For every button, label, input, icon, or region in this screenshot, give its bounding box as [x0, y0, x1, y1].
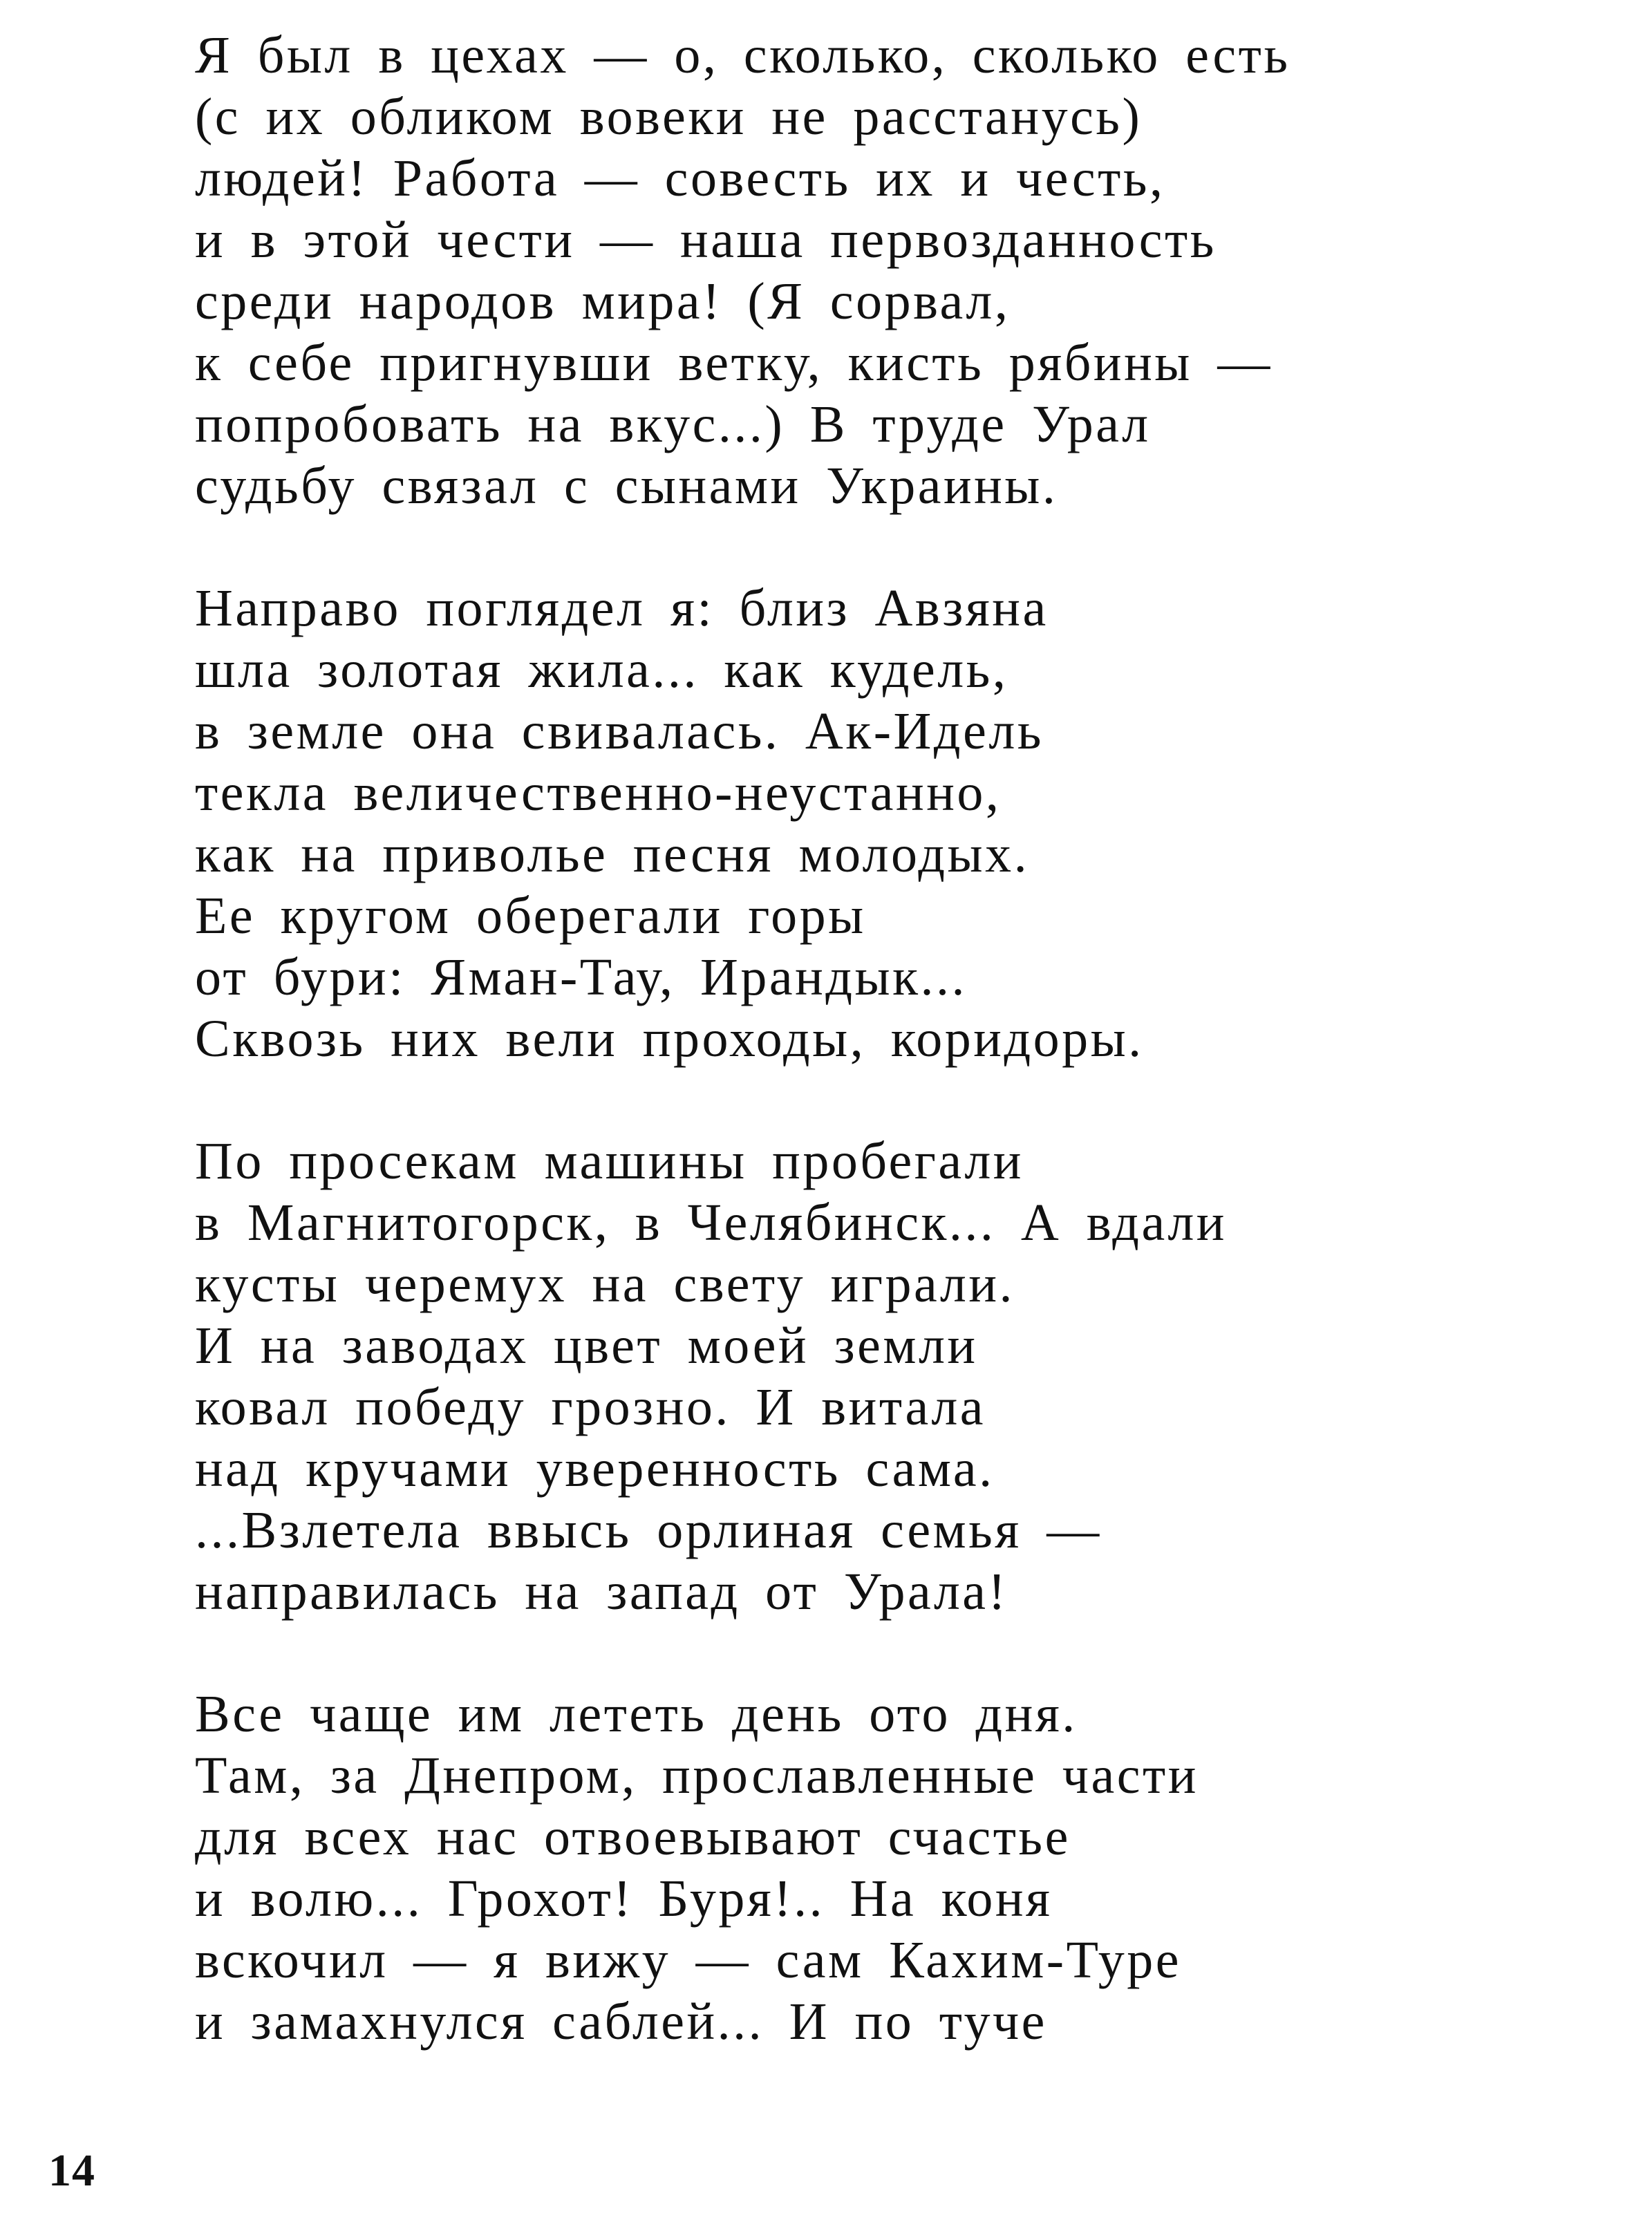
poem-line: судьбу связал с сынами Украины. — [195, 457, 1058, 515]
poem-line: от бури: Яман-Тау, Ирандык... — [195, 948, 967, 1006]
poem-line: ковал победу грозно. И витала — [195, 1378, 986, 1436]
poem-line: Там, за Днепром, прославленные части — [195, 1747, 1199, 1805]
poem-line: И на заводах цвет моей земли — [195, 1317, 978, 1375]
poem-line: для всех нас отвоевывают счастье — [195, 1808, 1071, 1866]
stanza-1 — [195, 25, 1508, 517]
poem-line: текла величественно-неустанно, — [195, 764, 1002, 822]
poem-line: и замахнулся саблей... И по туче — [195, 1993, 1047, 2051]
poem-line: Я был в цехах — о, сколько, сколько есть — [195, 26, 1290, 84]
poem-line: Сквозь них вели проходы, коридоры. — [195, 1010, 1144, 1068]
poem-line: шла золотая жила... как кудель, — [195, 641, 1008, 699]
poem-line: среди народов мира! (Я сорвал, — [195, 272, 1011, 330]
poem-line: к себе пригнувши ветку, кисть рябины — — [195, 334, 1273, 392]
poem-line: Ее кругом оберегали горы — [195, 887, 866, 945]
poem-line: кусты черемух на свету играли. — [195, 1255, 1015, 1313]
poem-line: и в этой чести — наша первозданность — [195, 211, 1217, 269]
stanza-3 — [195, 1131, 1508, 1623]
poem-line: попробовать на вкус...) В труде Урал — [195, 395, 1151, 453]
poem-line: вскочил — я вижу — сам Кахим-Туре — [195, 1931, 1181, 1989]
poem-line: над кручами уверенность сама. — [195, 1440, 995, 1498]
poem-line: как на приволье песня молодых. — [195, 825, 1030, 883]
poem-line: По просекам машины пробегали — [195, 1132, 1024, 1190]
poem-line: ...Взлетела ввысь орлиная семья — — [195, 1501, 1102, 1559]
poem-line: в земле она свивалась. Ак-Идель — [195, 702, 1044, 760]
stanza-2 — [195, 578, 1508, 1070]
poem-line: (с их обликом вовеки не расстанусь) — [195, 88, 1143, 146]
page-number: 14 — [48, 2145, 95, 2196]
poem-line: Направо поглядел я: близ Авзяна — [195, 579, 1049, 637]
stanza-4 — [195, 1684, 1508, 2053]
poem-line: людей! Работа — совесть их и честь, — [195, 149, 1165, 207]
poem-line: направилась на запад от Урала! — [195, 1563, 1008, 1621]
poem-line: и волю... Грохот! Буря!.. На коня — [195, 1870, 1053, 1928]
poem-line: Все чаще им лететь день ото дня. — [195, 1685, 1078, 1743]
poem-line: в Магнитогорск, в Челябинск... А вдали — [195, 1194, 1227, 1252]
poem-text — [195, 25, 1508, 2114]
